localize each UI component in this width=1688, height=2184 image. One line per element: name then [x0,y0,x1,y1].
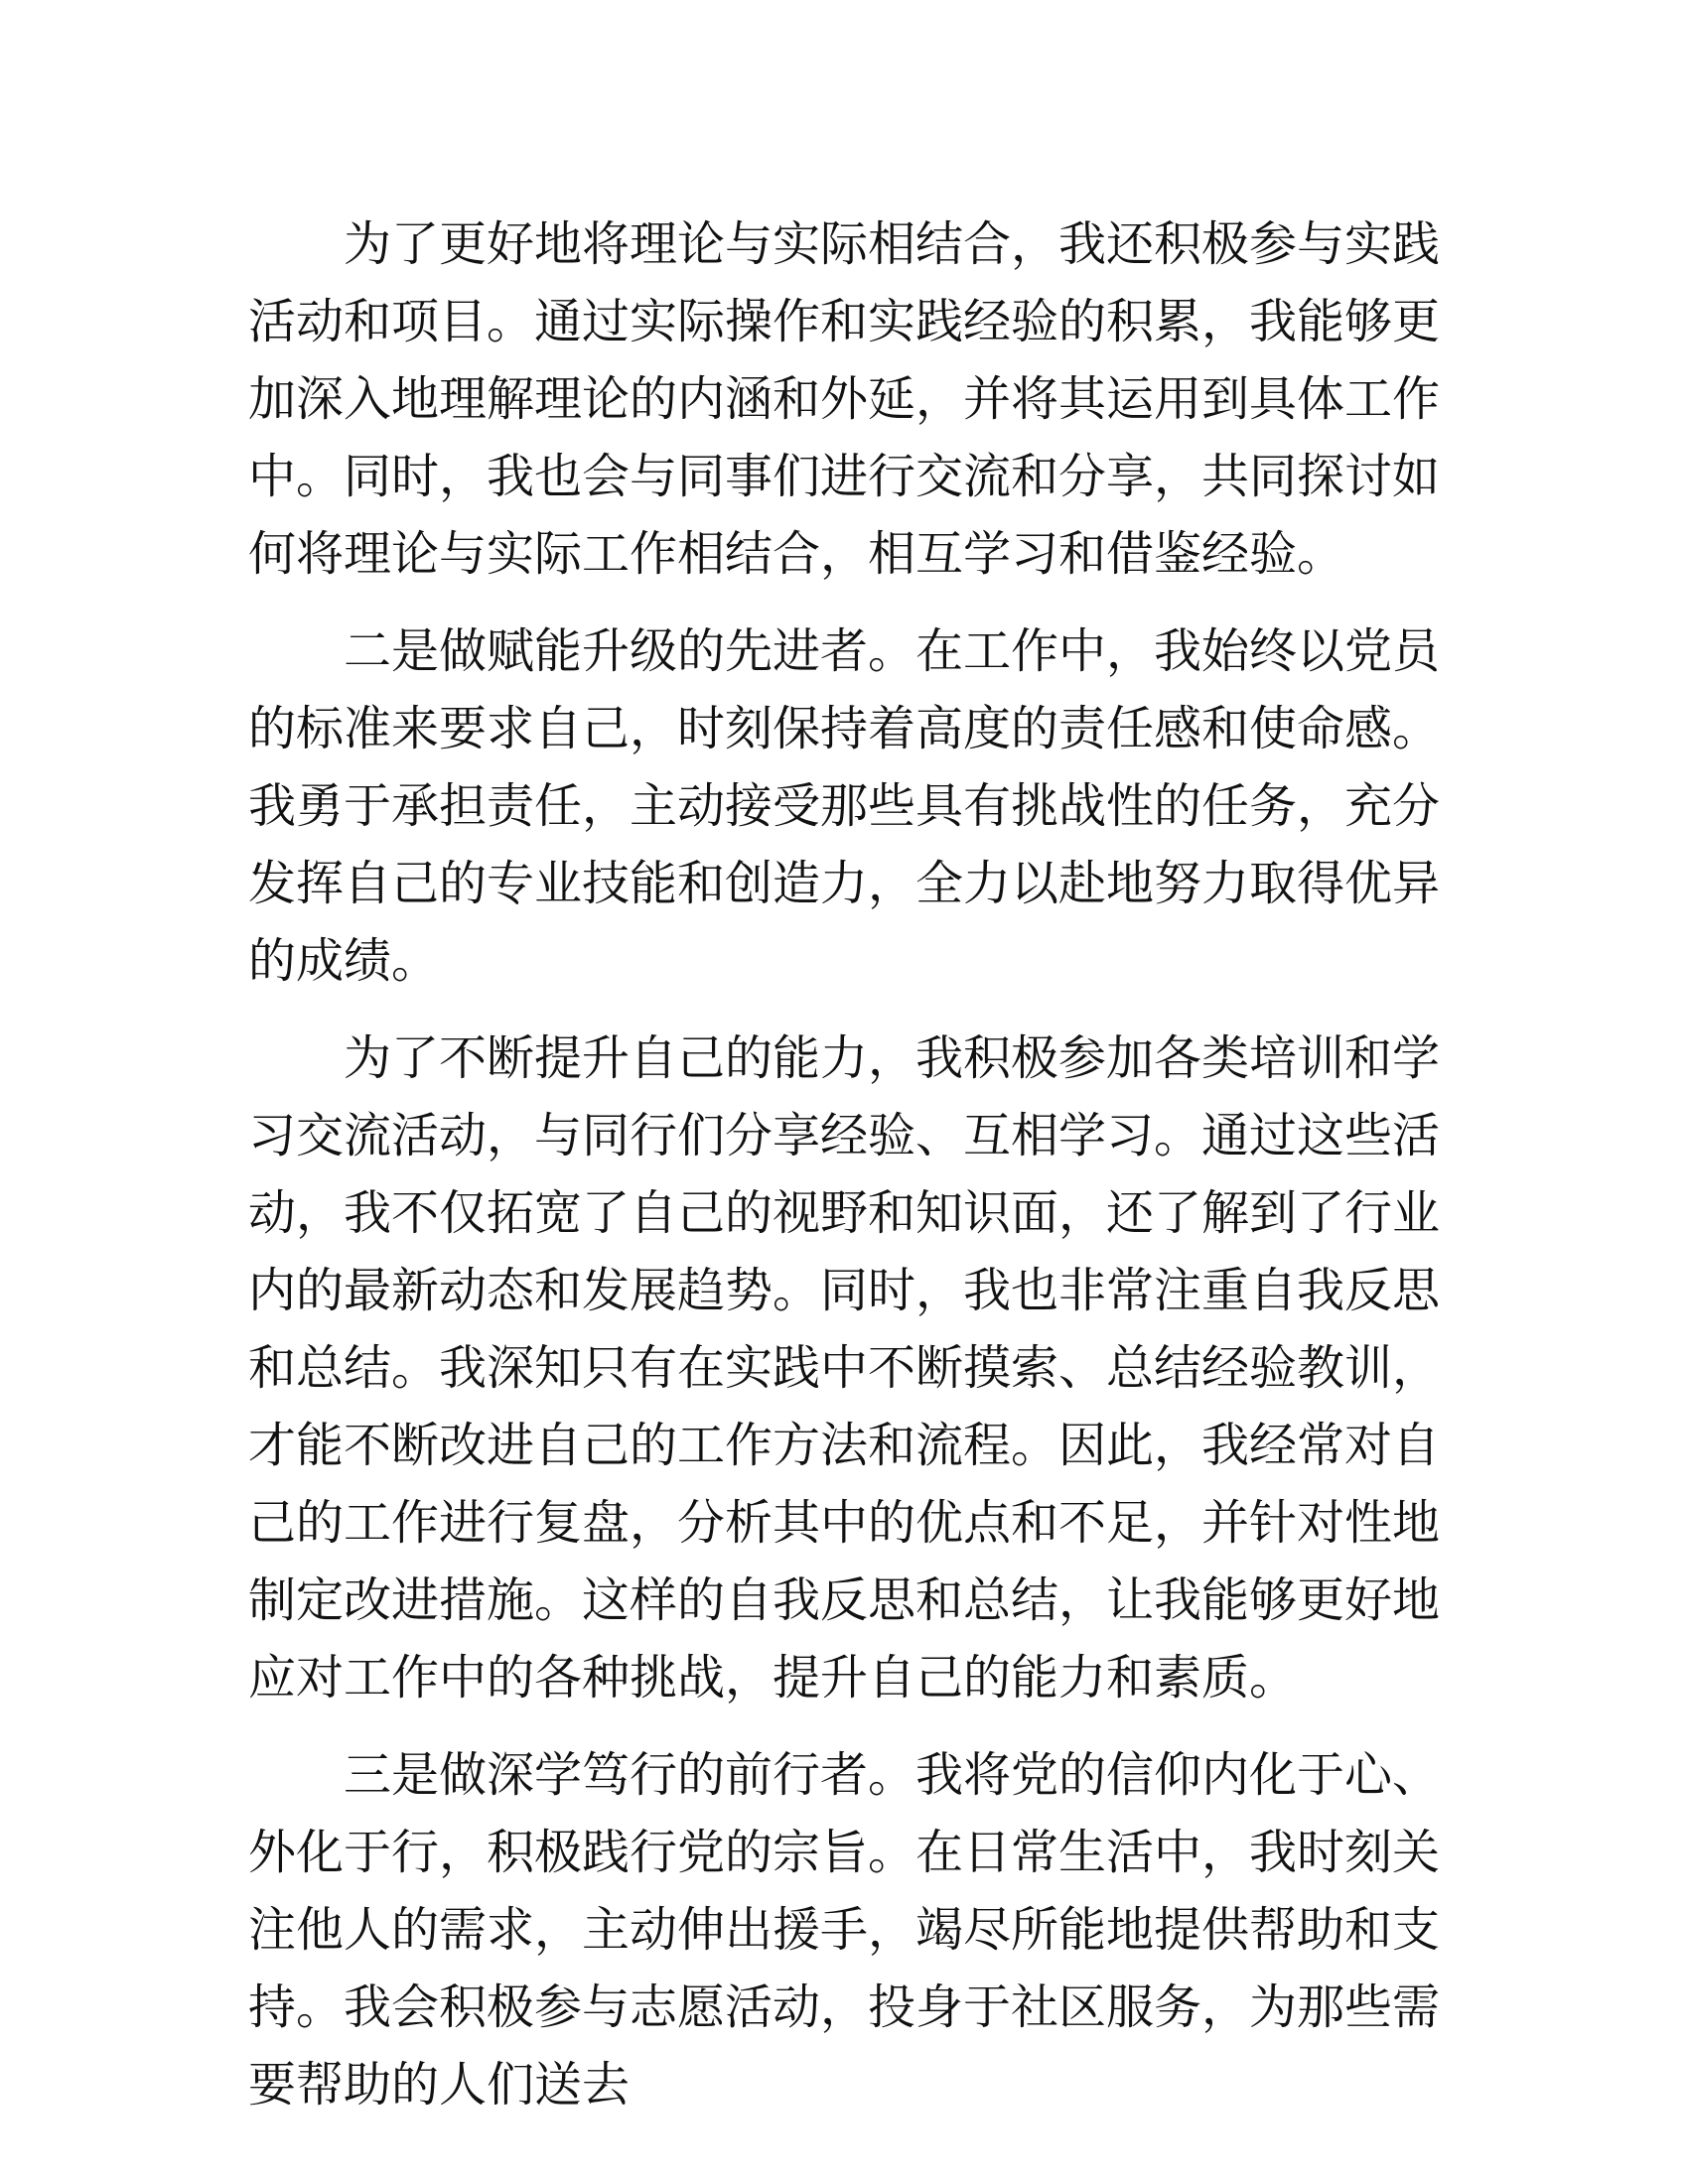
document-body [248,205,1440,2143]
paragraph-theory-practice: 为了更好地将理论与实际相结合，我还积极参与实践活动和项目。通过实际操作和实践经验的积累，我能够更加深入地理解理论的内涵和外延，并将其运用到具体工作中。同时，我也会与同事们进行交流和分享，共同探讨如何将理论与实际工作相结合，相互学习和借鉴经验。 [248,216,1441,582]
paragraph-empowerment-pioneer: 二是做赋能升级的先进者。在工作中，我始终以党员的标准来要求自己，时刻保持着高度的责任感和使命感。我勇于承担责任，主动接受那些具有挑战性的任务，充分发挥自己的专业技能和创造力，全力以赴地努力取得优异的成绩。 [248,623,1441,989]
paragraph-ability-improvement: 为了不断提升自己的能力，我积极参加各类培训和学习交流活动，与同行们分享经验、互相学习。通过这些活动，我不仅拓宽了自己的视野和知识面，还了解到了行业内的最新动态和发展趋势。同时，我也非常注重自我反思和总结。我深知只有在实践中不断摸索、总结经验教训，才能不断改进自己的工作方法和流程。因此，我经常对自己的工作进行复盘，分析其中的优点和不足，并针对性地制定改进措施。这样的自我反思和总结，让我能够更好地应对工作中的各种挑战，提升自己的能力和素质。 [248,1030,1441,1706]
paragraph-deep-learning-forerunner: 三是做深学笃行的前行者。我将党的信仰内化于心、外化于行，积极践行党的宗旨。在日常生活中，我时刻关注他人的需求，主动伸出援手，竭尽所能地提供帮助和支持。我会积极参与志愿活动，投身于社区服务，为那些需要帮助的人们送去 [248,1747,1441,2113]
